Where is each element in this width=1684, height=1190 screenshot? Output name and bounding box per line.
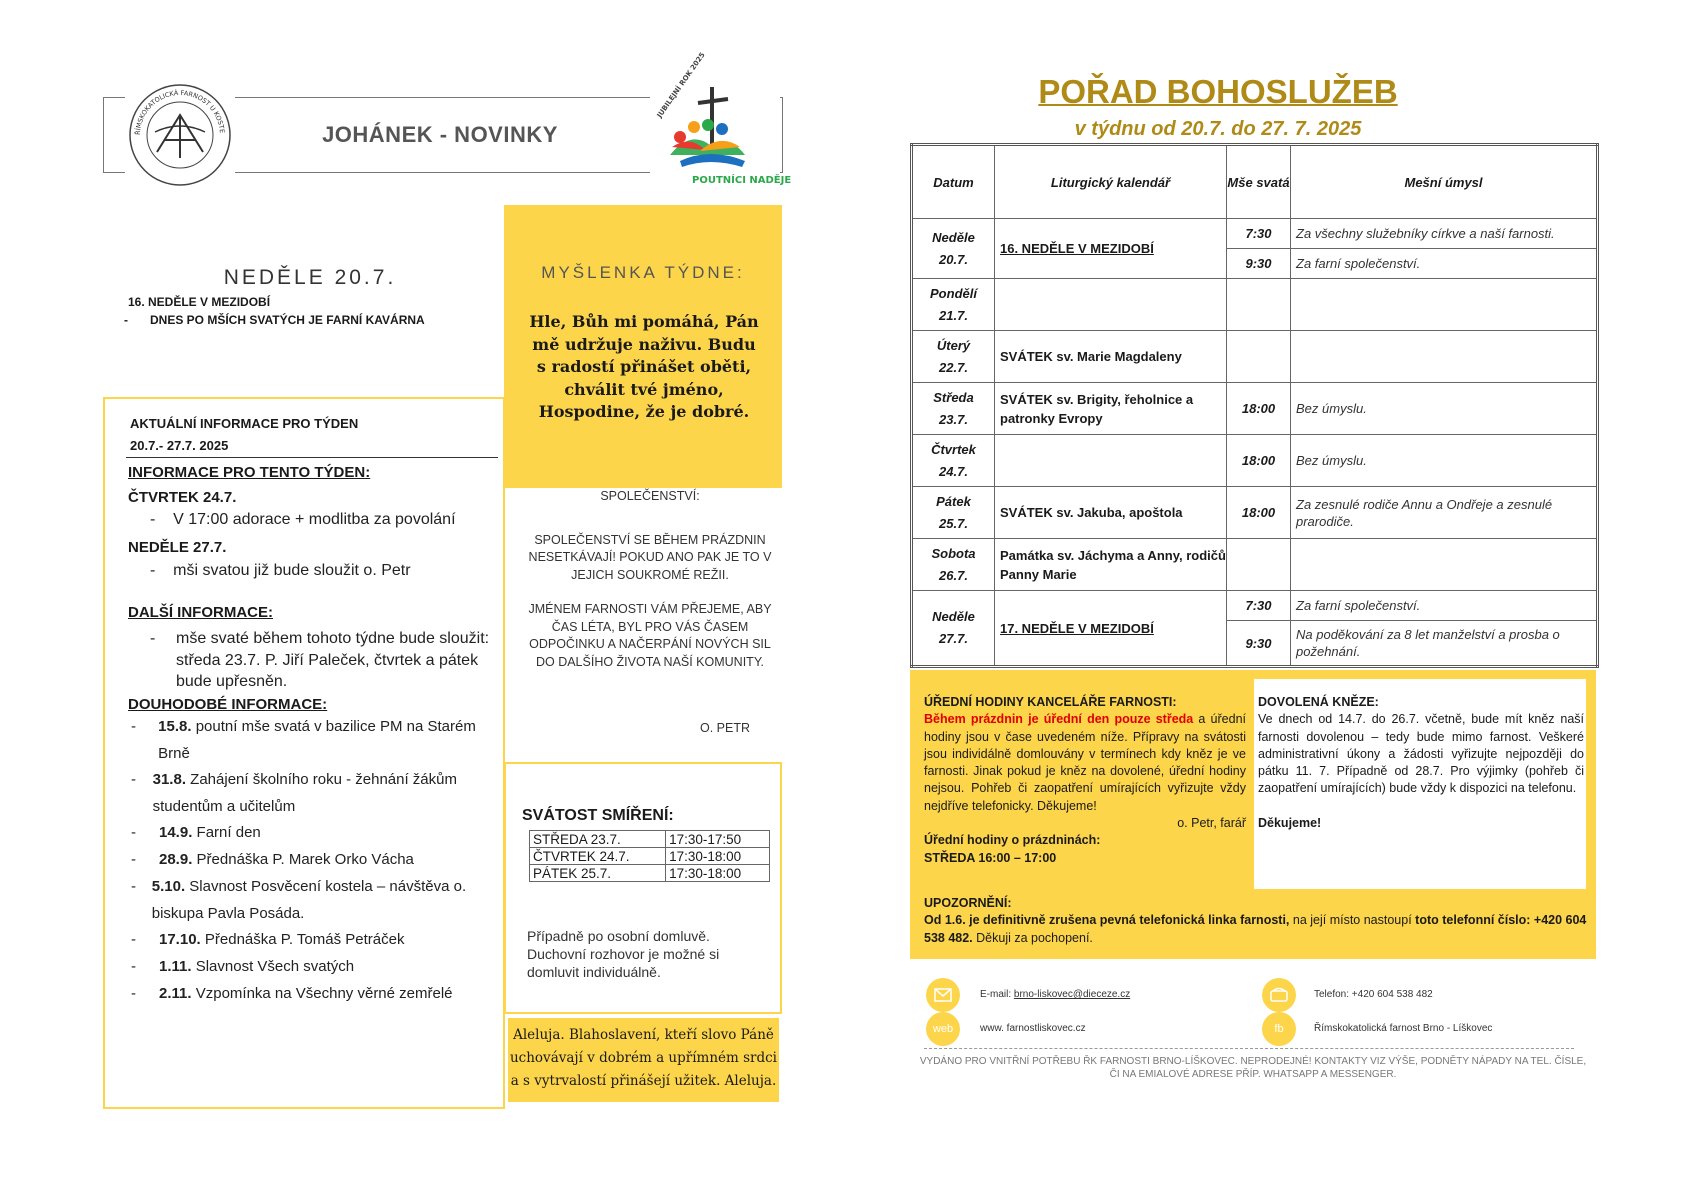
facebook-link[interactable]: Římskokatolická farnost Brno - Líškovec	[1314, 1023, 1493, 1034]
col-liturgy: Liturgický kalendář	[995, 145, 1227, 219]
day-date: 21.7.	[939, 307, 968, 323]
notice-phone: toto telefonní číslo: +420 604 538 482.	[924, 913, 1587, 945]
sunday-title: NEDĚLE 20.7.	[223, 266, 397, 289]
confession-day: STŘEDA 23.7.	[530, 831, 666, 848]
table-row	[912, 591, 1598, 621]
day-name: Sobota	[931, 545, 976, 561]
mass-time: 9:30	[1227, 621, 1291, 667]
vacation-text: Ve dnech od 14.7. do 26.7. včetně, bude mít kněz naší farnosti dovolenou – tedy bude mimo farnost. Veškeré administrativní úkony a žádosti vyřizujte nejpozději do pátku 11. 7. Případně od 28.7. Pro výjimky (pohřeb či zaopatření umírajících) bude vždy k dispozici na telefonu.	[1258, 712, 1584, 796]
community-wish: JMÉNEM FARNOSTI VÁM PŘEJEME, ABY ČAS LÉTA, BYL PRO VÁS ČASEM ODPOČINKU A NAČERPÁNÍ NOVÝCH SIL DO DALŠÍHO ŽIVOTA NAŠÍ KOMUNITY.	[528, 602, 772, 669]
col-date: Datum	[912, 145, 995, 219]
liturgy-cell: 17. NEDĚLE V MEZIDOBÍ	[995, 591, 1227, 667]
event-date: 1.11.	[159, 958, 192, 975]
schedule-subtitle: v týdnu od 20.7. do 27. 7. 2025	[1074, 118, 1362, 140]
intention: Za farní společenství.	[1291, 249, 1598, 279]
liturgy-cell: SVÁTEK sv. Brigity, řeholnice a patronky Evropy	[995, 383, 1227, 435]
info-date-range: 20.7.- 27.7. 2025	[130, 438, 229, 453]
event-date: 2.11.	[159, 985, 192, 1002]
sunday-announcement-text: DNES PO MŠÍCH SVATÝCH JE FARNÍ KAVÁRNA	[150, 313, 425, 327]
schedule-title: POŘAD BOHOSLUŽEB	[1038, 73, 1398, 110]
table-row	[912, 331, 1598, 383]
bullet-dash: -	[131, 851, 136, 868]
bullet-dash: -	[131, 985, 136, 1002]
office-title: ÚŘEDNÍ HODINY KANCELÁŘE FARNOSTI:	[924, 695, 1177, 709]
confession-time: 17:30-17:50	[666, 831, 770, 848]
bullet-dash: -	[131, 718, 136, 735]
intention: Na poděkování za 8 let manželství a prosba o požehnání.	[1291, 621, 1598, 667]
mass-time: 18:00	[1227, 383, 1291, 435]
table-row	[530, 831, 770, 848]
table-row	[530, 848, 770, 865]
notice-end: Děkuji za pochopení.	[972, 930, 1093, 945]
notice-bold: Od 1.6. je definitivně zrušena pevná telefonická linka farnosti,	[924, 913, 1290, 928]
day-cell	[912, 487, 995, 539]
vacation-notice	[1258, 694, 1584, 832]
liturgy-cell: Památka sv. Jáchyma a Anny, rodičů Panny Marie	[995, 539, 1227, 591]
bullet-dash: -	[131, 878, 136, 895]
section-this-week: INFORMACE PRO TENTO TÝDEN:	[128, 464, 371, 481]
footer-note: VYDÁNO PRO VNITŘNÍ POTŘEBU ŘK FARNOSTI BRNO-LÍŠKOVEC. NEPRODEJNÉ! KONTAKTY VIZ VÝŠE, PODNĚTY NÁPADY NA TEL. ČÍSLE, ČI NA EMIALOVÉ ADRESE PŘÍP. WHATSAPP A MESSENGER.	[919, 1056, 1587, 1080]
jubilee-logo	[650, 51, 792, 195]
day-name: Pondělí	[930, 285, 977, 301]
info-item-text: mši svatou již bude sloužit o. Petr	[173, 562, 411, 579]
list-item	[131, 981, 501, 1008]
mass-time: 18:00	[1227, 487, 1291, 539]
info-item	[150, 628, 500, 693]
office-text: a úřední hodiny jsou v čase uvedeném níže. Přípravy na svátosti jsou individálně domlouvány v termínech kdy kněz je ve farnosti. Jinak pokud je kněz na dovolené, úřední hodiny nejsou. Pohřeb či zaopatření umírajících vyřizujte vždy nejdříve telefonicky. Děkujeme!	[924, 712, 1247, 813]
table-row	[912, 219, 1598, 249]
list-item	[131, 847, 501, 874]
bullet-dash: -	[131, 771, 136, 788]
bullet-dash: -	[150, 630, 156, 647]
parish-logo	[125, 80, 235, 190]
bullet-dash: -	[150, 562, 156, 579]
event-date: 17.10.	[159, 931, 201, 948]
notice-text: na její místo nastoupí	[1289, 913, 1416, 928]
event-date: 15.8.	[158, 718, 192, 735]
alleluia-verse: Aleluja. Blahoslavení, kteří slovo Páně uchovávají v dobrém a upřímném srdci a s vytrvalostí přinášejí užitek. Aleluja.	[508, 1018, 779, 1102]
event-text: Přednáška P. Tomáš Petráček	[204, 931, 405, 948]
table-header-row	[912, 145, 1598, 219]
web-icon: web	[926, 1012, 960, 1046]
event-date: 14.9.	[159, 824, 193, 841]
divider	[924, 1048, 1574, 1049]
day-name: Neděle	[932, 229, 975, 245]
divider	[126, 457, 498, 458]
liturgy-cell	[995, 435, 1227, 487]
confession-time: 17:30-18:00	[666, 848, 770, 865]
confession-time: 17:30-18:00	[666, 865, 770, 882]
email-contact	[980, 989, 1130, 1000]
day-name: Středa	[933, 389, 974, 405]
confession-day: PÁTEK 25.7.	[530, 865, 666, 882]
list-item	[131, 874, 501, 927]
table-row	[912, 539, 1598, 591]
info-item	[150, 562, 490, 580]
confession-title: SVÁTOST SMÍŘENÍ:	[522, 807, 674, 824]
mass-time: 9:30	[1227, 249, 1291, 279]
col-mass: Mše svatá	[1227, 145, 1291, 219]
section-long-term: DOUHODOBÉ INFORMACE:	[128, 696, 328, 713]
phone-contact: Telefon: +420 604 538 482	[1314, 989, 1433, 1000]
svg-text:JUBILEJNÍ ROK 2025: JUBILEJNÍ ROK 2025	[655, 51, 707, 120]
day-cell	[912, 539, 995, 591]
mass-time	[1227, 539, 1291, 591]
mass-time: 18:00	[1227, 435, 1291, 487]
col-intention: Mešní úmysl	[1291, 145, 1598, 219]
intention: Bez úmyslu.	[1291, 435, 1598, 487]
day-date: 25.7.	[939, 515, 968, 531]
list-item	[131, 954, 501, 981]
thought-heading: MYŠLENKA TÝDNE:	[541, 263, 745, 282]
intention: Za farní společenství.	[1291, 591, 1598, 621]
liturgy-cell: SVÁTEK sv. Jakuba, apoštola	[995, 487, 1227, 539]
email-label: E-mail:	[980, 989, 1014, 1000]
mass-time: 7:30	[1227, 591, 1291, 621]
intention	[1291, 539, 1598, 591]
day-sunday: NEDĚLE 27.7.	[128, 539, 227, 556]
day-cell	[912, 591, 995, 667]
phone-icon	[1262, 978, 1296, 1012]
confession-day: ČTVRTEK 24.7.	[530, 848, 666, 865]
website-link[interactable]: www. farnostliskovec.cz	[980, 1023, 1086, 1034]
day-date: 23.7.	[939, 411, 968, 427]
envelope-icon	[926, 978, 960, 1012]
svg-text:POUTNÍCI NADĚJE: POUTNÍCI NADĚJE	[692, 175, 792, 186]
section-other-info: DALŠÍ INFORMACE:	[128, 604, 273, 621]
day-name: Pátek	[936, 493, 971, 509]
event-text: Slavnost Všech svatých	[195, 958, 355, 975]
day-date: 26.7.	[939, 567, 968, 583]
summer-hours-title: Úřední hodiny o prázdninách:	[924, 833, 1101, 848]
day-cell	[912, 279, 995, 331]
facebook-icon: fb	[1262, 1012, 1296, 1046]
day-cell	[912, 383, 995, 435]
bullet-dash: -	[124, 313, 128, 327]
list-item	[131, 820, 501, 847]
event-date: 31.8.	[152, 771, 186, 788]
info-heading: AKTUÁLNÍ INFORMACE PRO TÝDEN	[130, 416, 359, 431]
intention	[1291, 331, 1598, 383]
office-hours	[924, 694, 1246, 867]
liturgy-cell: 16. NEDĚLE V MEZIDOBÍ	[995, 219, 1227, 279]
event-text: Vzpomínka na Všechny věrné zemřelé	[195, 985, 453, 1002]
table-row	[530, 865, 770, 882]
day-cell	[912, 219, 995, 279]
notice-title: UPOZORNĚNÍ:	[924, 896, 1012, 910]
intention: Bez úmyslu.	[1291, 383, 1598, 435]
bullet-dash: -	[131, 931, 136, 948]
community-notice	[520, 488, 780, 671]
office-warning: Během prázdnin je úřední den pouze středa	[924, 712, 1194, 727]
community-text: SPOLEČENSTVÍ SE BĚHEM PRÁZDNIN NESETKÁVAJÍ! POKUD ANO PAK JE TO V JEJICH SOUKROMÉ REŽII.	[528, 532, 772, 582]
office-signature: o. Petr, farář	[1177, 816, 1246, 831]
vacation-thanks: Děkujeme!	[1258, 815, 1322, 830]
day-thursday: ČTVRTEK 24.7.	[128, 489, 237, 506]
vacation-title: DOVOLENÁ KNĚZE:	[1258, 695, 1379, 709]
day-date: 24.7.	[939, 463, 968, 479]
event-date: 5.10.	[151, 878, 186, 895]
mass-time	[1227, 331, 1291, 383]
info-item-text: V 17:00 adorace + modlitba za povolání	[173, 511, 456, 528]
table-row	[912, 383, 1598, 435]
day-name: Neděle	[932, 609, 975, 624]
list-item	[131, 767, 501, 820]
email-link[interactable]: brno-liskovec@dieceze.cz	[1013, 989, 1131, 1000]
bullet-dash: -	[131, 958, 136, 975]
event-text: poutní mše svatá v bazilice PM na Starém Brně	[158, 718, 476, 762]
community-signature: O. PETR	[700, 721, 751, 735]
svg-text:ŘÍMSKOKATOLICKÁ FARNOST U KOST: ŘÍMSKOKATOLICKÁ FARNOST U KOSTE	[133, 88, 226, 136]
table-row	[912, 487, 1598, 539]
community-title: SPOLEČENSTVÍ:	[600, 489, 700, 503]
table-row	[912, 435, 1598, 487]
day-cell	[912, 435, 995, 487]
day-name: Úterý	[936, 337, 971, 353]
confession-note: Případně po osobní domluvě. Duchovní rozhovor je možné si domluvit individuálně.	[527, 928, 720, 980]
event-text: Slavnost Posvěcení kostela – návštěva o. biskupa Pavla Posáda.	[151, 878, 467, 922]
day-date: 20.7.	[939, 251, 968, 267]
info-item	[150, 511, 490, 529]
liturgy-cell: SVÁTEK sv. Marie Magdaleny	[995, 331, 1227, 383]
page-title: JOHÁNEK - NOVINKY	[322, 122, 558, 147]
event-text: Přednáška P. Marek Orko Vácha	[196, 851, 414, 868]
event-text: Zahájení školního roku - žehnání žákům studentům a učitelům	[152, 771, 457, 815]
sunday-announcement	[124, 313, 425, 327]
mass-schedule-table	[910, 143, 1599, 668]
day-name: Čtvrtek	[931, 441, 976, 457]
intention: Za zesnulé rodiče Annu a Ondřeje a zesnulé prarodiče.	[1291, 487, 1598, 539]
list-item	[131, 714, 501, 767]
bullet-dash: -	[150, 511, 156, 528]
confession-table	[529, 830, 770, 882]
sunday-subtitle: 16. NEDĚLE V MEZIDOBÍ	[128, 295, 271, 309]
day-date: 27.7.	[939, 631, 968, 646]
liturgy-cell	[995, 279, 1227, 331]
summer-hours: STŘEDA 16:00 – 17:00	[924, 850, 1057, 865]
thought-text: Hle, Bůh mi pomáhá, Pán mě udržuje naživu. Budu s radostí přinášet oběti, chválit tvé jméno, Hospodine, že je dobré.	[529, 312, 759, 421]
event-text: Farní den	[196, 824, 261, 841]
day-date: 22.7.	[939, 359, 968, 375]
list-item	[131, 927, 501, 954]
intention	[1291, 279, 1598, 331]
table-row	[912, 279, 1598, 331]
intention: Za všechny služebníky církve a naší farnosti.	[1291, 219, 1598, 249]
event-date: 28.9.	[159, 851, 193, 868]
info-item-text: mše svaté během tohoto týdne bude sloužit: středa 23.7. P. Jiří Paleček, čtvrtek a pátek bude upřesněn.	[176, 630, 490, 690]
mass-time	[1227, 279, 1291, 331]
day-cell	[912, 331, 995, 383]
bullet-dash: -	[131, 824, 136, 841]
notice	[924, 895, 1594, 947]
mass-time: 7:30	[1227, 219, 1291, 249]
